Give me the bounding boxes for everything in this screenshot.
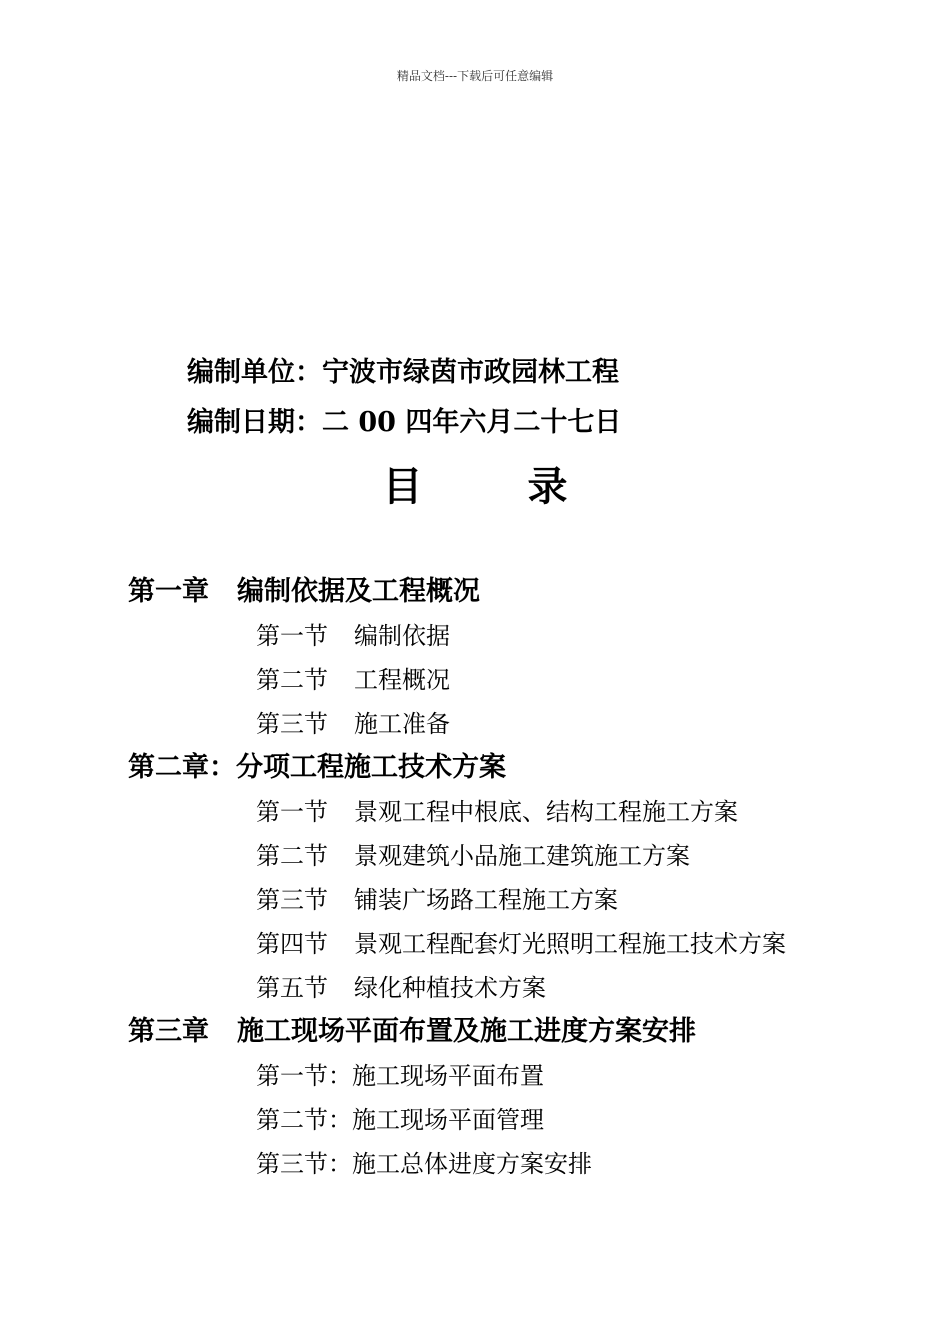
section-title: 绿化种植技术方案 <box>354 974 546 1002</box>
section-entry[interactable] <box>128 878 928 922</box>
section-entry[interactable] <box>128 614 928 658</box>
section-title: 景观工程中根底、结构工程施工方案 <box>354 798 738 826</box>
chapter-heading[interactable] <box>128 1010 928 1054</box>
section-number: 第四节 <box>256 930 328 958</box>
chapter-number: 第二章： <box>128 752 236 783</box>
toc-title <box>0 455 950 512</box>
section-title: 编制依据 <box>354 622 450 650</box>
section-number: 第一节： <box>256 1062 352 1090</box>
chapter-number: 第三章 <box>128 1016 209 1047</box>
toc-title-right: 录 <box>527 463 568 510</box>
section-number: 第二节 <box>256 842 328 870</box>
section-entry[interactable] <box>128 1054 928 1098</box>
compile-date: 编制日期：二 00 四年六月二十七日 <box>187 407 622 438</box>
toc-title-left: 目 <box>382 463 423 510</box>
section-entry[interactable] <box>128 658 928 702</box>
header-note: 精品文档---下载后可任意编辑 <box>396 69 554 83</box>
compile-unit: 编制单位：宁波市绿茵市政园林工程 <box>187 357 619 388</box>
section-entry[interactable] <box>128 790 928 834</box>
chapter-title: 分项工程施工技术方案 <box>236 752 506 783</box>
section-number: 第三节： <box>256 1150 352 1178</box>
table-of-contents <box>128 570 928 1186</box>
section-number: 第二节： <box>256 1106 352 1134</box>
chapter-heading[interactable] <box>128 570 928 614</box>
section-title: 施工现场平面布置 <box>352 1062 544 1090</box>
section-number: 第二节 <box>256 666 328 694</box>
section-number: 第一节 <box>256 622 328 650</box>
section-title: 施工准备 <box>354 710 450 738</box>
section-entry[interactable] <box>128 1098 928 1142</box>
chapter-title: 施工现场平面布置及施工进度方案安排 <box>237 1016 696 1047</box>
chapter-title: 编制依据及工程概况 <box>237 576 480 607</box>
section-entry[interactable] <box>128 922 928 966</box>
section-title: 景观建筑小品施工建筑施工方案 <box>354 842 690 870</box>
section-entry[interactable] <box>128 702 928 746</box>
section-entry[interactable] <box>128 1142 928 1186</box>
section-title: 施工总体进度方案安排 <box>352 1150 592 1178</box>
chapter-number: 第一章 <box>128 576 209 607</box>
section-title: 景观工程配套灯光照明工程施工技术方案 <box>354 930 786 958</box>
section-title: 铺装广场路工程施工方案 <box>354 886 618 914</box>
section-number: 第一节 <box>256 798 328 826</box>
section-entry[interactable] <box>128 966 928 1010</box>
chapter-heading[interactable] <box>128 746 928 790</box>
section-title: 施工现场平面管理 <box>352 1106 544 1134</box>
section-number: 第三节 <box>256 886 328 914</box>
section-entry[interactable] <box>128 834 928 878</box>
section-number: 第三节 <box>256 710 328 738</box>
section-title: 工程概况 <box>354 666 450 694</box>
section-number: 第五节 <box>256 974 328 1002</box>
